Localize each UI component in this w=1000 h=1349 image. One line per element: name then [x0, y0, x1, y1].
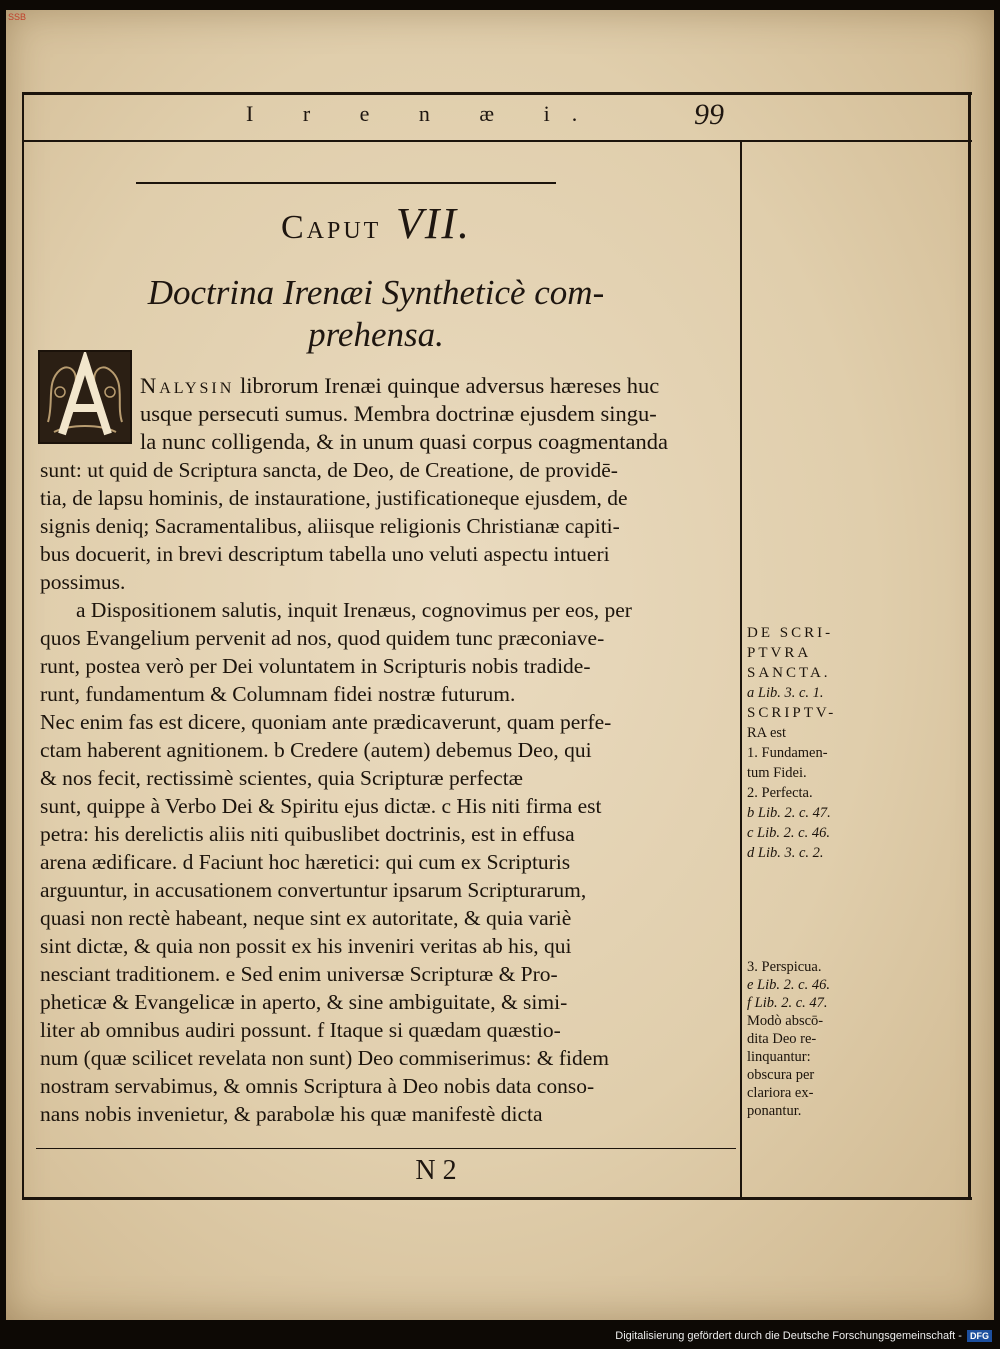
body-line: nostram servabimus, & omnis Scriptura à Deo nobis data conso-: [40, 1074, 595, 1098]
footer-text: Digitalisierung gefördert durch die Deutsche Forschungsgemeinschaft -: [615, 1330, 962, 1342]
body-line: la nunc colligenda, & in unum quasi corpus coagmentanda: [140, 429, 668, 454]
body-line: Nec enim fas est dicere, quoniam ante prædicaverunt, quam perfe-: [40, 710, 612, 734]
body-line: nesciant traditionem. e Sed enim universæ Scripturæ & Pro-: [40, 962, 558, 986]
body-line: ctam haberent agnitionem. b Credere (autem) debemus Deo, qui: [40, 738, 592, 762]
subtitle-line: Doctrina Irenæi Syntheticè com-: [147, 273, 605, 312]
header-rule: [22, 140, 972, 142]
opening-word: Nalysin: [140, 373, 235, 398]
body-line: bus docuerit, in brevi descriptum tabella uno veluti aspectu intueri: [40, 542, 610, 566]
book-page: [6, 10, 994, 1320]
body-line: runt, fundamentum & Columnam fidei nostræ futurum.: [40, 682, 516, 706]
page-number: 99: [694, 98, 724, 131]
running-title: I r e n æ i.: [246, 101, 600, 126]
top-rule: [22, 92, 972, 95]
body-line: petra: his derelictis aliis niti quibuslibet doctrinis, est in effusa: [40, 822, 575, 846]
dfg-logo: DFG: [967, 1330, 992, 1342]
margin-note-reference: e Lib. 2. c. 46.: [747, 977, 830, 993]
body-line: quos Evangelium pervenit ad nos, quod quidem tunc præconiave-: [40, 626, 605, 650]
chapter-label: Caput: [280, 209, 382, 246]
digitization-footer: [615, 1330, 992, 1342]
body-line: sunt: ut quid de Scriptura sancta, de Deo, de Creatione, de providē-: [40, 458, 618, 482]
right-rule: [968, 92, 971, 1200]
chapter-heading: [6, 198, 746, 249]
left-rule: [22, 92, 24, 1200]
ornamental-initial-a-icon: [38, 350, 132, 444]
body-line: usque persecuti sumus. Membra doctrinæ ejusdem singu-: [140, 401, 657, 426]
body-line: a Dispositionem salutis, inquit Irenæus, cognovimus per eos, per: [76, 598, 632, 622]
body-line: sint dictæ, & quia non possit ex his inveniri veritas ab his, qui: [40, 934, 572, 958]
margin-note-reference: b Lib. 2. c. 47.: [747, 805, 831, 821]
margin-note-reference: d Lib. 3. c. 2.: [747, 845, 824, 861]
body-line: sunt, quippe à Verbo Dei & Spiritu ejus dictæ. c His niti firma est: [40, 794, 602, 818]
body-line: nans nobis invenietur, & parabolæ his quæ manifestè dicta: [40, 1102, 543, 1126]
body-line: pheticæ & Evangelicæ in aperto, & sine ambiguitate, & simi-: [40, 990, 568, 1014]
body-line: possimus.: [40, 570, 126, 594]
margin-note-line: clariora ex-: [747, 1085, 814, 1101]
bottom-rule: [22, 1197, 972, 1200]
margin-note-reference: f Lib. 2. c. 47.: [747, 995, 828, 1011]
body-line: runt, postea verò per Dei voluntatem in Scripturis nobis tradide-: [40, 654, 591, 678]
body-line: arguuntur, in accusationem convertuntur ipsarum Scripturarum,: [40, 878, 587, 902]
body-line: arena ædificare. d Faciunt hoc hæretici: qui cum ex Scripturis: [40, 850, 571, 874]
margin-note-line: linquantur:: [747, 1049, 811, 1065]
margin-note-line: dita Deo re-: [747, 1031, 817, 1047]
margin-note-reference: a Lib. 3. c. 1.: [747, 685, 824, 701]
body-line: signis deniq; Sacramentalibus, aliisque religionis Christianæ capiti-: [40, 514, 620, 538]
body-line: quasi non rectè habeant, neque sint ex autoritate, & quia variè: [40, 906, 572, 930]
body-line: Nalysin librorum Irenæi quinque adversus hæreses huc: [140, 373, 660, 398]
margin-note-line: obscura per: [747, 1067, 815, 1083]
margin-note-line: ponantur.: [747, 1103, 802, 1119]
signature-mark: N 2: [415, 1155, 457, 1186]
margin-note-line: 1. Fundamen-: [747, 745, 828, 761]
body-line: liter ab omnibus audiri possunt. f Itaque si quædam quæstio-: [40, 1018, 561, 1042]
margin-note-line: tum Fidei.: [747, 765, 807, 781]
margin-note-line: Modò abscō-: [747, 1013, 824, 1029]
chapter-number: VII.: [395, 199, 472, 248]
margin-note-heading: SANCTA.: [747, 665, 831, 681]
margin-note-heading: PTVRA: [747, 645, 812, 661]
chapter-rule: [136, 182, 556, 184]
margin-note-heading: DE SCRI-: [747, 625, 834, 641]
body-bottom-rule: [36, 1148, 736, 1149]
library-stamp: SSB: [8, 12, 27, 22]
margin-note-line: 3. Perspicua.: [747, 959, 822, 975]
body-line: num (quæ scilicet revelata non sunt) Deo commiserimus: & fidem: [40, 1046, 610, 1070]
margin-column-rule: [740, 140, 742, 1200]
body-line: & nos fecit, rectissimè scientes, quia Scripturæ perfectæ: [40, 766, 524, 790]
subtitle-line: prehensa.: [308, 315, 444, 354]
body-line: tia, de lapsu hominis, de instauratione, justificationeque ejusdem, de: [40, 486, 628, 510]
margin-note-line: RA est: [747, 725, 787, 741]
margin-note-reference: c Lib. 2. c. 46.: [747, 825, 830, 841]
chapter-subtitle: [106, 272, 646, 356]
margin-note-line: 2. Perfecta.: [747, 785, 813, 801]
margin-note-heading: SCRIPTV-: [747, 705, 837, 721]
